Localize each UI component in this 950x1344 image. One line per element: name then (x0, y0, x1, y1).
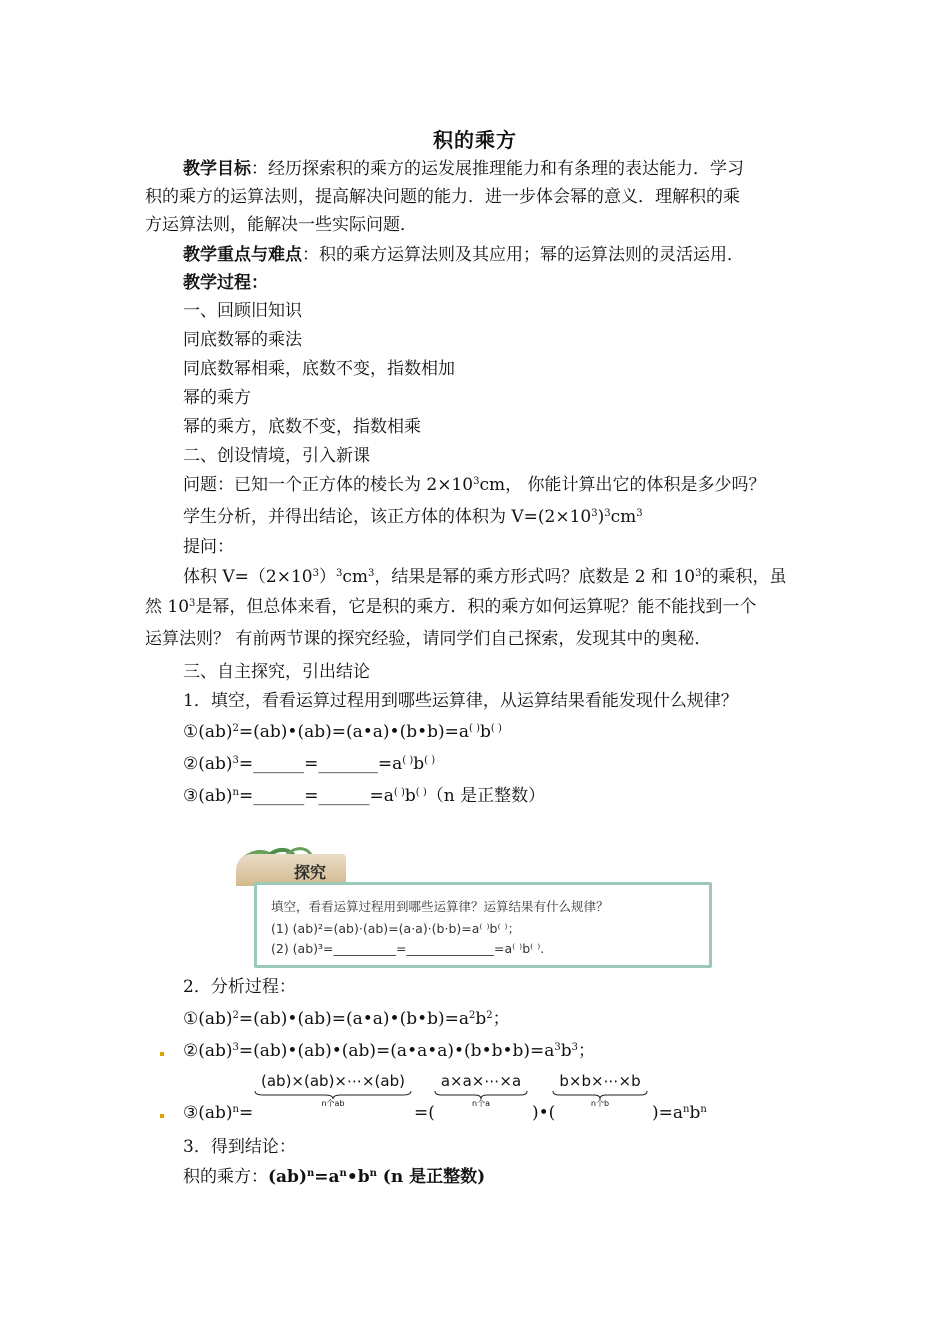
sup: 3 (554, 1042, 561, 1053)
e1-c: b (480, 722, 491, 742)
brace-ab-top: (ab)×(ab)×⋯×(ab) (261, 1072, 405, 1090)
explore-heading: 三、自主探究，引出结论 (183, 662, 370, 682)
e3-d: （n 是正整数） (426, 786, 546, 806)
a2-a: ②(ab) (183, 1041, 233, 1061)
conclusion-label: 积的乘方： (183, 1167, 268, 1187)
review-item-2: 同底数幂相乘，底数不变，指数相加 (183, 359, 455, 379)
process-label (183, 272, 268, 294)
figure-line-1: 填空，看看运算过程用到哪些运算律？运算结果有什么规律？ (271, 899, 609, 914)
a2-d: ； (578, 1041, 596, 1061)
brace-a-label: n个a (472, 1099, 490, 1108)
a1-c: b (475, 1009, 487, 1029)
e3-a: ③(ab) (183, 786, 233, 806)
goal-label: 教学目标 (183, 159, 251, 179)
process-label-text: 教学过程： (183, 273, 268, 293)
analysis-eq-1 (183, 1008, 510, 1030)
analysis-eq-2 (183, 1040, 595, 1062)
p2-a: 然 10 (145, 597, 190, 617)
e3-b: =______=______=a (238, 786, 394, 806)
sup: 3 (232, 755, 239, 766)
ana-b: ) (597, 507, 605, 527)
bullet-marker (160, 1114, 164, 1118)
a3-d: )•( (532, 1103, 556, 1123)
brace-b-label: n个b (590, 1099, 610, 1108)
a3-e: )=a (652, 1103, 684, 1123)
sup: 3 (368, 568, 375, 579)
page-title: 积的乘方 (433, 128, 517, 152)
sup: 2 (469, 1010, 476, 1021)
f-c: •b (346, 1167, 370, 1187)
explore-figure (236, 846, 710, 964)
sup: 3 (695, 568, 702, 579)
sup: 3 (636, 508, 643, 519)
e2-c: b (413, 754, 425, 774)
sup: n (307, 1168, 315, 1179)
a3-f: b (689, 1103, 701, 1123)
e1-b: =(ab)•(ab)=(a•a)•(b•b)=a (238, 722, 470, 742)
scene-para-3: 运算法则？ 有前两节课的探究经验，请同学们自己探索，发现其中的奥秘． (145, 629, 712, 649)
p1-d: ，结果是幂的乘方形式吗？底数是 2 和 10 (374, 567, 696, 587)
sup: 3 (312, 568, 319, 579)
explore-fill: 1．填空，看看运算过程用到哪些运算律，从运算结果看能发现什么规律？ (183, 691, 738, 711)
e2-b: =______=_______=a (238, 754, 403, 774)
p1-b: ） (319, 567, 336, 587)
explore-eq-3 (183, 785, 545, 807)
sup: ( ) (415, 787, 427, 798)
figure-tab-label: 探究 (294, 863, 327, 882)
a3-b: = (238, 1103, 254, 1123)
q-text-a: 问题：已知一个正方体的棱长为 2×10 (183, 475, 474, 495)
f-a: (ab) (268, 1167, 307, 1187)
sup: 2 (232, 723, 239, 734)
review-item-4: 幂的乘方，底数不变，指数相乘 (183, 417, 421, 437)
sup: 2 (232, 1010, 239, 1021)
brace-ab-label: n个ab (321, 1099, 345, 1108)
e1-a: ①(ab) (183, 722, 233, 742)
sup: ( ) (402, 755, 414, 766)
sup: n (369, 1168, 377, 1179)
scene-ask: 提问： (183, 537, 234, 557)
a3-c: =( (414, 1103, 435, 1123)
scene-heading: 二、创设情境，引入新课 (183, 446, 370, 466)
brace-b-top: b×b×⋯×b (559, 1072, 641, 1090)
goal-line-2: 积的乘方的运算法则，提高解决问题的能力．进一步体会幂的意义．理解积的乘 (145, 187, 740, 207)
sup: 3 (232, 1042, 239, 1053)
sup: n (232, 787, 239, 798)
explore-eq-2 (183, 753, 435, 775)
brace-a (432, 1072, 530, 1109)
key-points (183, 244, 744, 266)
analysis-heading: 2．分析过程： (183, 977, 296, 997)
scene-question (183, 474, 766, 496)
a1-a: ①(ab) (183, 1009, 233, 1029)
sup: ( ) (424, 755, 436, 766)
sup: ( ) (393, 787, 405, 798)
figure-line-2: (1) (ab)²=(ab)·(ab)=(a·a)·(b·b)=a⁽ ⁾b⁽ ⁾； (271, 921, 521, 936)
analysis-eq-3-start (183, 1102, 253, 1124)
conclusion-heading: 3．得到结论： (183, 1137, 296, 1157)
e3-c: b (404, 786, 416, 806)
f-b: =a (314, 1167, 340, 1187)
brace-ab (252, 1072, 414, 1109)
explore-eq-1 (183, 721, 502, 743)
scene-para-1 (183, 566, 786, 588)
sup: 3 (473, 476, 480, 487)
scene-analysis (183, 506, 643, 528)
sup: n (683, 1104, 690, 1115)
key-text: ：积的乘方运算法则及其应用；幂的运算法则的灵活运用． (302, 245, 744, 265)
figure-box (254, 882, 712, 968)
sup: 3 (189, 598, 196, 609)
sup: 3 (336, 568, 343, 579)
brace-b (550, 1072, 650, 1109)
sup: n (232, 1104, 239, 1115)
sup: 3 (604, 508, 611, 519)
a2-c: b (560, 1041, 572, 1061)
review-item-3: 幂的乘方 (183, 388, 251, 408)
p1-a: 体积 V=（2×10 (183, 567, 313, 587)
sup: 2 (486, 1010, 493, 1021)
goal-line-1 (183, 158, 744, 180)
brace-a-top: a×a×⋯×a (440, 1072, 522, 1090)
review-heading: 一、回顾旧知识 (183, 301, 302, 321)
sup: n (339, 1168, 347, 1179)
sup: n (700, 1104, 707, 1115)
p1-c: cm (342, 567, 369, 587)
a1-b: =(ab)•(ab)=(a•a)•(b•b)=a (238, 1009, 470, 1029)
key-label: 教学重点与难点 (183, 245, 302, 265)
figure-line-3: (2) (ab)³=__________=______________=a⁽ ⁾b⁽ ⁾. (271, 941, 545, 956)
sup: 3 (571, 1042, 579, 1053)
a3-a: ③(ab) (183, 1103, 233, 1123)
q-text-b: cm， 你能计算出它的体积是多少吗？ (479, 475, 766, 495)
goal-text-1: ：经历探索积的乘方的运发展推理能力和有条理的表达能力．学习 (251, 159, 744, 179)
a1-d: ； (492, 1009, 510, 1029)
p2-b: 是幂，但总体来看，它是积的乘方．积的乘方如何运算呢？能不能找到一个 (195, 597, 757, 617)
e2-a: ②(ab) (183, 754, 233, 774)
ana-a: 学生分析，并得出结论，该正方体的体积为 V=(2×10 (183, 507, 592, 527)
sup: ( ) (469, 723, 480, 734)
analysis-eq-3-end (652, 1102, 707, 1124)
bullet-marker (160, 1052, 164, 1056)
sup: ( ) (490, 723, 502, 734)
conclusion-formula (183, 1166, 485, 1188)
goal-line-3: 方运算法则，能解决一些实际问题． (145, 215, 417, 235)
scene-para-2 (145, 596, 756, 618)
f-d: (n 是正整数) (376, 1167, 486, 1187)
sup: 3 (591, 508, 598, 519)
p1-e: 的乘积，虽 (701, 567, 787, 587)
ana-c: cm (610, 507, 637, 527)
a2-b: =(ab)•(ab)•(ab)=(a•a•a)•(b•b•b)=a (238, 1041, 555, 1061)
formula (268, 1167, 485, 1187)
review-item-1: 同底数幂的乘法 (183, 330, 302, 350)
